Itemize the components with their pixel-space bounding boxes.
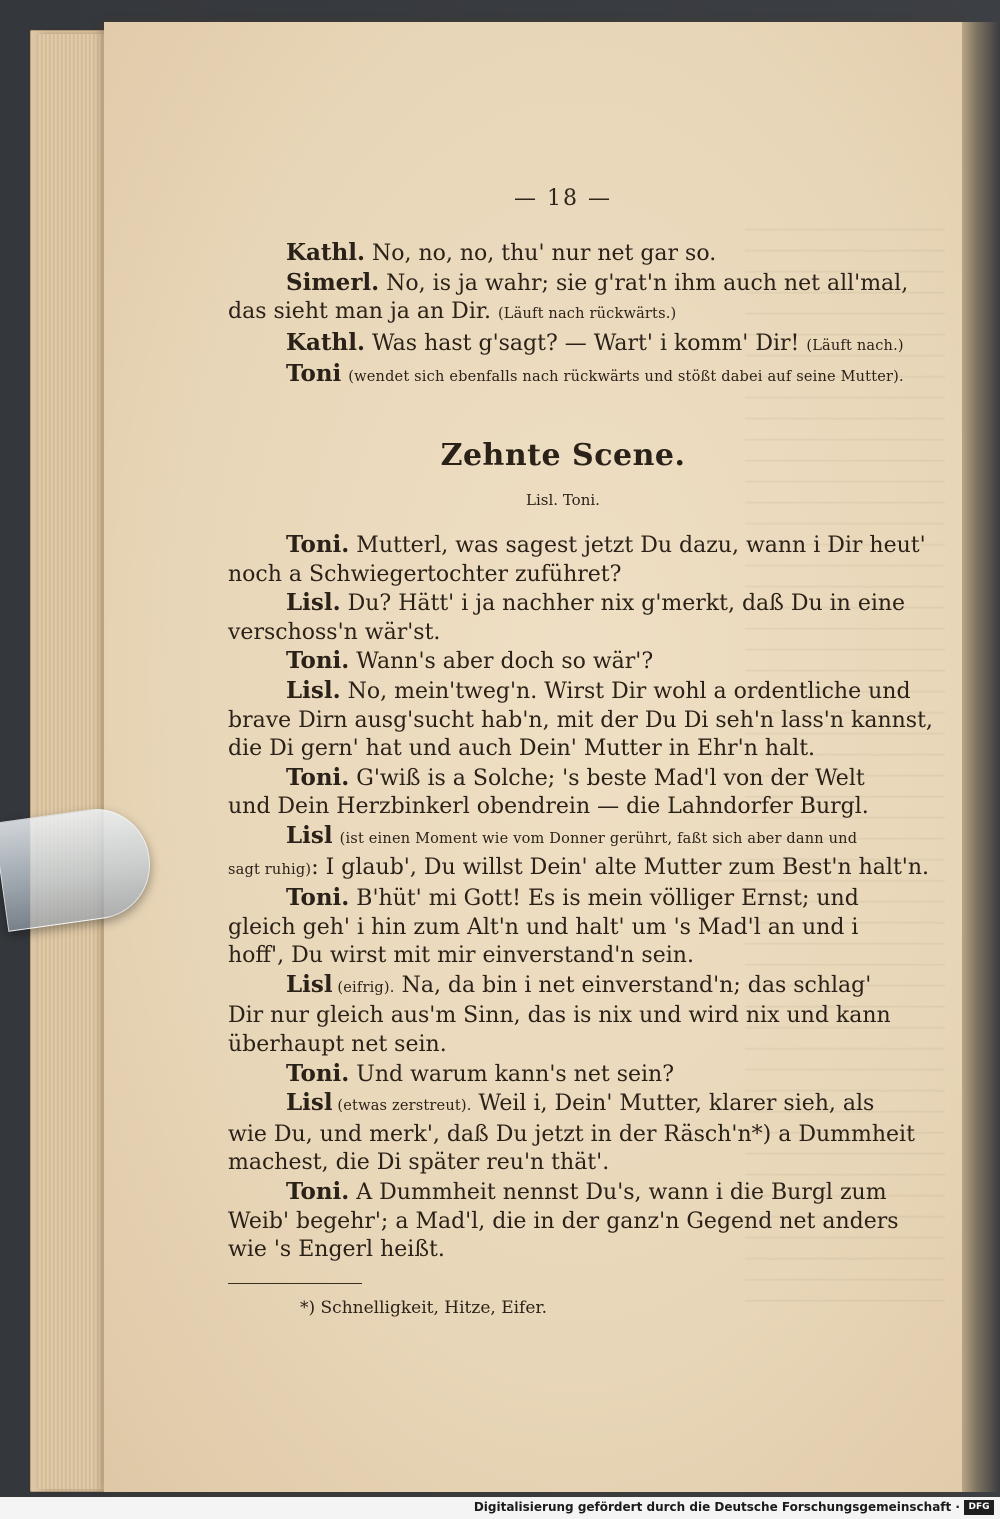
text-line (228, 764, 898, 794)
dialogue-text: machest, die Di später reu'n thät'. (228, 1150, 610, 1176)
dialogue-text: No, is ja wahr; sie g'rat'n ihm auch net all'mal, (379, 270, 909, 296)
stage-direction: (ist einen Moment wie vom Donner gerührt, faßt sich aber dann und (339, 830, 858, 847)
dialogue-text: Was hast g'sagt? — Wart' i komm' Dir! (364, 330, 800, 356)
footer-bar (0, 1497, 1000, 1519)
stage-direction: sagt ruhig) (228, 861, 312, 878)
speaker-name: Lisl. (286, 676, 341, 704)
text-line (228, 676, 911, 707)
speaker-name: Kathl. (286, 239, 365, 266)
text-line (228, 735, 898, 764)
dialogue-text: wie Du, und merk', daß Du jetzt in der Räsch'n*) a Dummheit (228, 1121, 915, 1147)
text-line (228, 942, 898, 971)
footnote-rule (228, 1283, 362, 1284)
page-text (228, 180, 933, 1318)
speaker-name: Lisl (286, 970, 333, 998)
text-line (228, 1002, 898, 1031)
speaker-name: Toni. (286, 647, 350, 675)
gutter-shadow (962, 22, 1000, 1492)
dialogue-text: G'wiß is a Solche; 's beste Mad'l von der Welt (349, 765, 865, 791)
dialogue-text: wie 's Engerl heißt. (228, 1237, 445, 1263)
stage-direction: (Läuft nach rückwärts.) (497, 306, 677, 323)
speaker-name: Toni (286, 360, 342, 388)
speaker-name: Lisl. (286, 589, 341, 617)
page-edges (38, 34, 104, 1489)
dialogue-text: : I glaub', Du willst Dein' alte Mutter zum Best'n halt'n. (311, 854, 930, 880)
text-line (228, 561, 898, 590)
dialogue-text: Dir nur gleich aus'm Sinn, das is nix und wird nix und kann (228, 1003, 891, 1029)
dialogue-text: Na, da bin i net einverstand'n; das schlag' (394, 972, 872, 998)
speaker-name: Lisl (286, 1089, 333, 1117)
dialogue-text: Und warum kann's net sein? (349, 1061, 675, 1087)
dialogue-text: No, mein'tweg'n. Wirst Dir wohl a ordentliche und (340, 678, 911, 704)
text-line (228, 1060, 898, 1090)
speaker-name: Kathl. (286, 328, 365, 356)
text-line (228, 619, 898, 648)
dialogue-text: hoff', Du wirst mit mir einverstand'n sein. (228, 943, 694, 969)
dialogue-block-top (228, 239, 909, 392)
footer-credit: Digitalisierung gefördert durch die Deutsche Forschungsgemeinschaft · (473, 1500, 960, 1514)
speaker-name: Simerl. (286, 268, 380, 296)
dfg-logo-icon: DFG (964, 1500, 994, 1515)
speaker-name: Toni. (286, 763, 350, 791)
stage-direction: (wendet sich ebenfalls nach rückwärts und stößt dabei auf seine Mutter). (348, 369, 904, 386)
dialogue-text: Mutterl, was sagest jetzt Du dazu, wann i Dir heut' (349, 532, 926, 558)
page-number: — 18 — (514, 186, 612, 211)
text-line (228, 530, 926, 561)
text-line (228, 854, 930, 885)
dialogue-text: überhaupt net sein. (228, 1032, 447, 1058)
text-line (228, 647, 898, 677)
scene-title: Zehnte Scene. (440, 437, 686, 473)
dialogue-block-scene (228, 530, 933, 1265)
dialogue-text: brave Dirn ausg'sucht hab'n, mit der Du Di seh'n lass'n kannst, (228, 707, 933, 733)
dialogue-text: Wann's aber doch so wär'? (349, 649, 654, 675)
text-line (228, 1121, 915, 1150)
text-line (228, 822, 898, 854)
speaker-name: Toni. (286, 1178, 350, 1206)
text-line (228, 268, 909, 299)
dialogue-text: Weil i, Dein' Mutter, klarer sieh, als (471, 1091, 875, 1117)
text-line (228, 328, 904, 361)
text-line (228, 1031, 898, 1060)
dialogue-text: gleich geh' i hin zum Alt'n und halt' um 's Mad'l an und i (228, 914, 859, 940)
text-line (228, 298, 898, 329)
dialogue-text: verschoss'n wär'st. (228, 619, 441, 645)
footnote: *) Schnelligkeit, Hitze, Eifer. (300, 1297, 548, 1318)
text-line (228, 1208, 898, 1237)
text-line (228, 707, 933, 736)
dialogue-text: und Dein Herzbinkerl obendrein — die Lahndorfer Burgl. (228, 794, 869, 820)
text-line (228, 1089, 898, 1121)
stage-direction: (etwas zerstreut). (332, 1098, 472, 1115)
dialogue-text: B'hüt' mi Gott! Es is mein völliger Ernst; und (349, 886, 859, 912)
dialogue-text: die Di gern' hat und auch Dein' Mutter in Ehr'n halt. (228, 736, 816, 762)
text-line (228, 589, 906, 619)
text-line (228, 971, 898, 1003)
dialogue-text: No, no, no, thu' nur net gar so. (364, 241, 717, 266)
text-line (228, 360, 904, 392)
speaker-name: Toni. (286, 1059, 350, 1087)
text-line (228, 793, 898, 822)
dialogue-text: Weib' begehr'; a Mad'l, die in der ganz'n Gegend net anders (228, 1208, 899, 1234)
text-line (228, 1149, 898, 1178)
stage-direction: (Läuft nach.) (806, 337, 904, 354)
text-line (228, 1178, 898, 1208)
speaker-name: Lisl (286, 821, 333, 849)
scene-persons: Lisl. Toni. (526, 490, 600, 509)
speaker-name: Toni. (286, 884, 350, 912)
stage-direction: (eifrig). (332, 979, 395, 996)
text-line (228, 884, 898, 914)
dialogue-text: Du? Hätt' i ja nachher nix g'merkt, daß Du in eine (340, 591, 906, 617)
dialogue-text: das sieht man ja an Dir. (228, 299, 491, 325)
dialogue-text: A Dummheit nennst Du's, wann i die Burgl zum (349, 1180, 887, 1206)
text-line (228, 239, 898, 269)
text-line (228, 1236, 898, 1265)
text-line (228, 914, 898, 943)
speaker-name: Toni. (286, 530, 350, 558)
dialogue-text: noch a Schwiegertochter zuführet? (228, 561, 622, 587)
